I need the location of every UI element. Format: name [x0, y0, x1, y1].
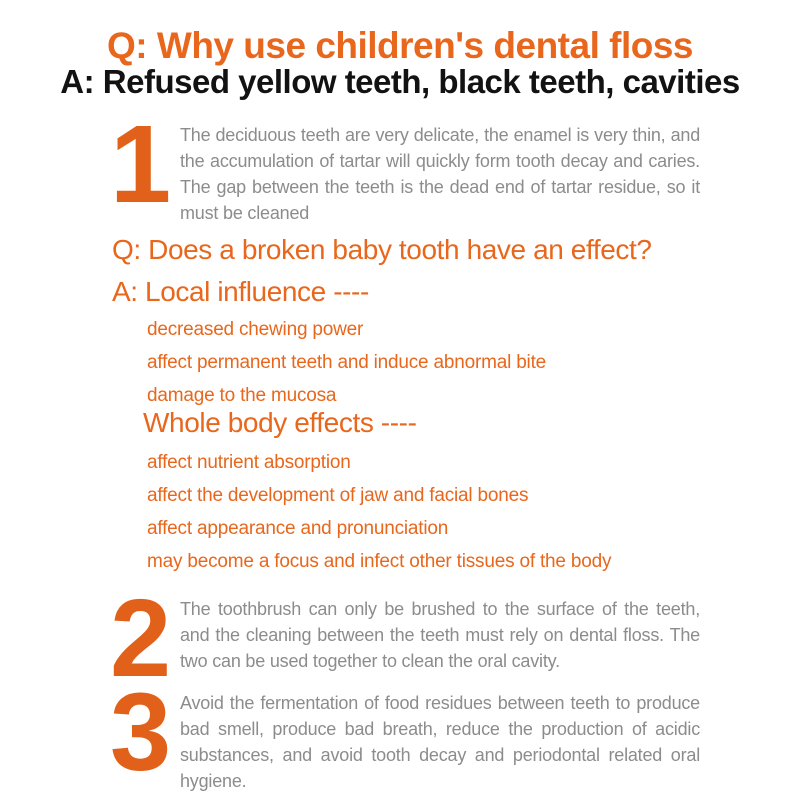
point-number: 3: [110, 671, 168, 794]
main-answer-heading: A: Refused yellow teeth, black teeth, cavities: [60, 63, 740, 100]
list-item: affect permanent teeth and induce abnormal bite: [147, 352, 547, 373]
list-item: affect nutrient absorption: [147, 452, 351, 473]
whole-body-effects-list: [147, 451, 611, 583]
list-item: decreased chewing power: [147, 319, 364, 340]
point-text: The toothbrush can only be brushed to the surface of the teeth, and the cleaning between the teeth must rely on dental floss. The two can be used together to clean the oral cavity.: [180, 599, 700, 671]
numbered-point-2: [110, 577, 702, 700]
list-item: affect appearance and pronunciation: [147, 518, 449, 539]
numbered-point-1: [110, 103, 702, 226]
list-item: may become a focus and infect other tissues of the body: [147, 551, 612, 572]
list-item: affect the development of jaw and facial bones: [147, 485, 529, 506]
point-number: 2: [110, 577, 168, 700]
whole-body-effects-heading: Whole body effects ----: [143, 407, 417, 438]
point-number: 1: [110, 103, 168, 226]
numbered-point-3: [110, 671, 702, 794]
local-effects-list: [147, 318, 546, 417]
local-influence-heading: A: Local influence ----: [112, 276, 369, 307]
main-question-heading: Q: Why use children's dental floss: [107, 25, 693, 66]
point-text: The deciduous teeth are very delicate, the enamel is very thin, and the accumulation of tartar will quickly form tooth decay and caries. The gap between the teeth is the dead end of tartar residue, so it must be cleaned: [180, 125, 700, 223]
point-text: Avoid the fermentation of food residues between teeth to produce bad smell, produce bad breath, reduce the production of acidic substances, and avoid tooth decay and periodontal related oral hygiene.: [180, 693, 700, 791]
list-item: damage to the mucosa: [147, 385, 337, 406]
sub-question-heading: Q: Does a broken baby tooth have an effect?: [112, 234, 652, 265]
